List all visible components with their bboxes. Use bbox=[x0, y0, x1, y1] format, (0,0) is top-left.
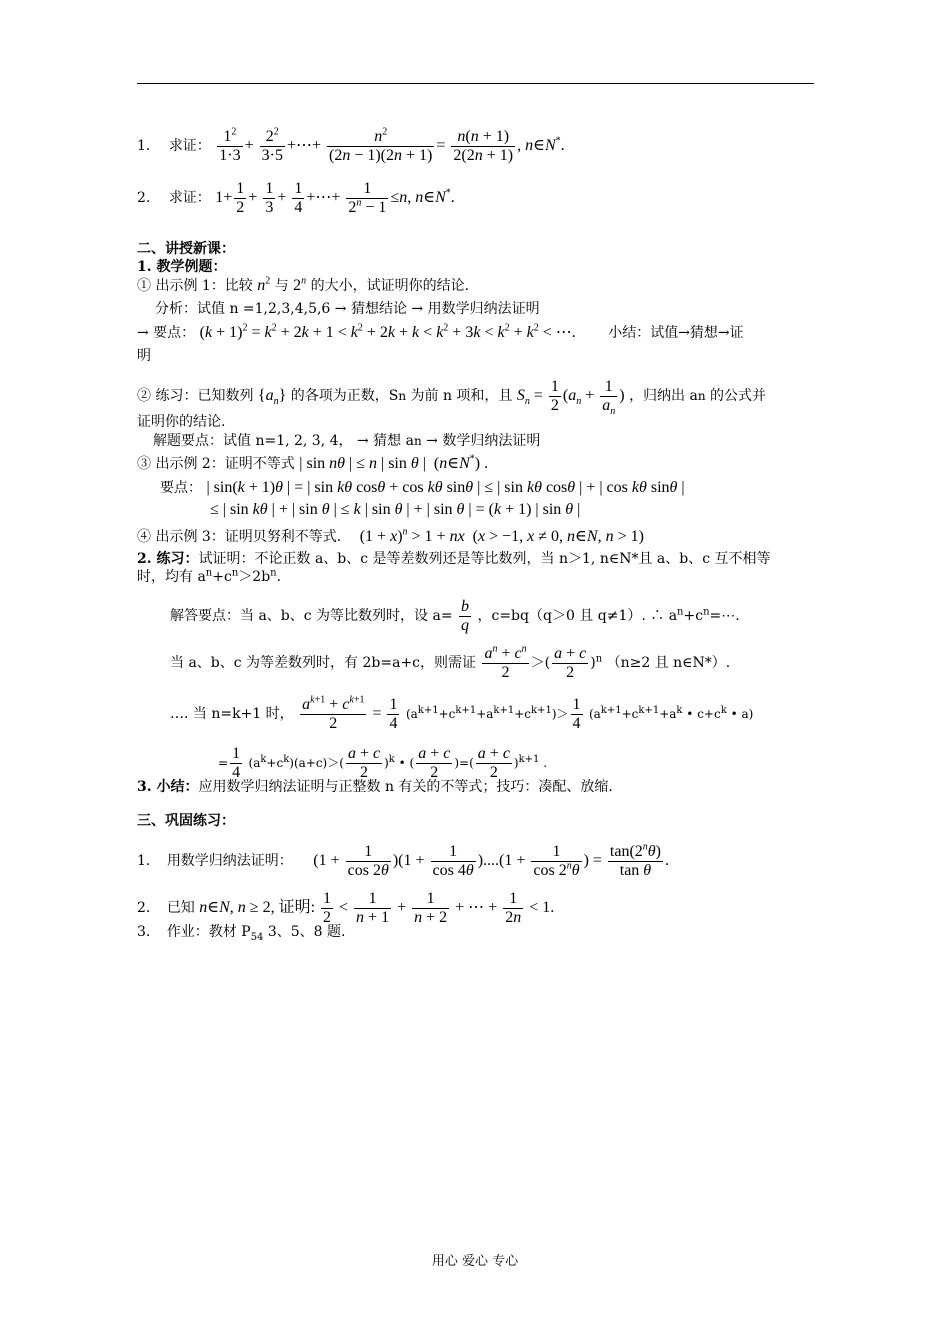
summary-cont: 明 bbox=[137, 348, 151, 364]
answer-1-text: 解答要点：当 a、b、c 为等比数列时，设 a= bbox=[170, 608, 453, 625]
practice-2-cont: 时，均有 $a^n+c^n>2b^n$. bbox=[137, 567, 282, 585]
section-2-title: 二、讲授新课： bbox=[137, 241, 235, 257]
practice-text-1: 练习：已知数列 bbox=[155, 388, 254, 405]
practice-text-3: 为前 n 项和，且 bbox=[410, 388, 513, 405]
consolidate-3-rest: 3、5、8 题. bbox=[263, 924, 346, 940]
practice-2-cont-text: 时，均有 a bbox=[137, 569, 206, 585]
consolidate-1-text: 用数学归纳法证明： bbox=[166, 853, 293, 870]
consolidate-3-sub: 54 bbox=[250, 931, 264, 943]
summary-3 bbox=[137, 778, 613, 796]
answer-2: 当 a、b、c 为等差数列时，有 2b=a+c，则需证 $\frac{a^n + c^n}{2}$ ＞( $\frac{a + c}{2}$ )$^n$ （n≥2 且 n∈N*）. bbox=[170, 643, 731, 681]
practice-marker: ② bbox=[137, 388, 151, 405]
keypoint-line: → 要点： $(k + 1)^2 = k^2 + 2k + 1 < k^2 + 2k + k < k^2 + 3k < k^2 + k^2$ < ⋯. 小结：试值→猜想→证 bbox=[137, 322, 744, 341]
example-2-key-cont: ≤ | sin kθ | + | sin θ | ≤ k | sin θ | + | sin θ | = (k + 1) | sin θ | bbox=[210, 501, 581, 518]
practice-2-label: 2. 练习： bbox=[137, 551, 199, 567]
exercise-1-formula: $\frac{1^2}{1\cdot 3}$ + $\frac{2^2}{3\cdot 5}$ +⋯+ $\frac{n^2}{(2n - 1)(2n + 1)}$ = $\frac{n(n + 1)}{2(2n + 1)}$ , n∈N*. bbox=[219, 126, 565, 164]
practice-2-text: 试证明：不论正数 a、b、c 是等差数列还是等比数列，当 n＞1, n∈N*且 a、b、c 互不相等 bbox=[198, 551, 771, 567]
example-1-after: 的大小，试证明你的结论. bbox=[310, 278, 470, 294]
summary-3-text: 应用数学归纳法证明与正整数 n 有关的不等式；技巧：凑配、放缩. bbox=[198, 779, 613, 795]
exercise-2-prefix: 求证： bbox=[168, 190, 211, 207]
exercise-2-number: 2. bbox=[137, 190, 151, 207]
example-2: ③ 出示例 2：证明不等式 | sin nθ | ≤ n | sin θ | (n∈N*) . bbox=[137, 453, 489, 472]
answer-1: 解答要点：当 a、b、c 为等比数列时，设 a= $\frac{b}{q}$ ，c=bq（q＞0 且 q≠1）. ∴ $a^n+c^n=\cdots$. bbox=[170, 598, 740, 634]
practice-key-text: 解题要点：试值 n=1, 2, 3, 4， → 猜想 a bbox=[153, 433, 414, 449]
section-3-title: 三、巩固练习： bbox=[137, 813, 235, 829]
keypoint-label: → 要点： bbox=[137, 325, 196, 341]
exercise-2 bbox=[137, 180, 455, 217]
practice-key-text-2: → 数学归纳法证明 bbox=[421, 433, 541, 449]
consolidate-2-number: 2. bbox=[137, 900, 151, 917]
summary-3-label: 3. 小结： bbox=[137, 779, 199, 795]
exercise-2-formula: 1+ $\frac{1}{2}$ + $\frac{1}{3}$ + $\frac{1}{4}$ +⋯+ $\frac{1}{2^n - 1}$ ≤n, n∈N*. bbox=[215, 180, 455, 216]
example-2-key-label: 要点： bbox=[160, 480, 202, 496]
answer-2-text: 当 a、b、c 为等差数列时，有 2b=a+c，则需证 bbox=[170, 655, 477, 672]
answer-3-cont: = $\frac{1}{4}$ $(a^k+c^k)(a+c)>$( $\frac{a + c}{2}$ )$^k$ • ( $\frac{a + c}{2}$ )=( $\frac{a + c}{2}$ )$^{k+1}$ . bbox=[218, 745, 548, 781]
practice-text-5: 的公式并 bbox=[710, 388, 767, 405]
consolidate-3-number: 3. bbox=[137, 924, 151, 940]
header-rule bbox=[137, 83, 814, 84]
page-footer: 用心 爱心 专心 bbox=[431, 1254, 519, 1269]
exercise-1-number: 1. bbox=[137, 138, 151, 155]
consolidate-3 bbox=[137, 923, 346, 941]
example-2-marker: ③ bbox=[137, 456, 151, 472]
consolidate-2-text: 已知 bbox=[166, 900, 195, 917]
exercise-1 bbox=[137, 128, 565, 165]
section-2-item-1: 1. 教学例题： bbox=[137, 259, 227, 275]
answer-2-text-b: （n≥2 且 n∈N*）. bbox=[606, 655, 731, 672]
answer-3: …. 当 n=k+1 时， $\frac{a^{k+1} + c^{k+1}}{2}$ = $\frac{1}{4}$ $(a^{k+1}+c^{k+1}+a^{k+1}+c^{k+1})>$ $\frac{1}{4}$ ($a^{k+1}+c^{k+1}+a^k$ • $c+c^k$ • a) bbox=[170, 694, 754, 732]
practice-cont: 证明你的结论. bbox=[137, 414, 226, 430]
example-2-text: 出示例 2：证明不等式 bbox=[155, 456, 295, 472]
practice-text-4: ，归纳出 a bbox=[629, 388, 698, 405]
practice-key: 解题要点：试值 n=1, 2, 3, 4， → 猜想 an → 数学归纳法证明 bbox=[153, 433, 541, 449]
summary-text: 小结：试值→猜想→证 bbox=[608, 325, 744, 341]
answer-3-text: …. 当 n=k+1 时， bbox=[170, 706, 294, 723]
example-1-mid: 与 bbox=[274, 278, 289, 294]
answer-1-text-b: ，c=bq（q＞0 且 q≠1）. ∴ a bbox=[477, 608, 678, 625]
consolidate-3-text: 作业：教材 P bbox=[166, 924, 251, 940]
example-1: ① 出示例 1：比较 $n^2$ 与 2$^n$ 的大小，试证明你的结论. bbox=[137, 275, 470, 294]
consolidate-1-number: 1. bbox=[137, 853, 151, 870]
practice-2 bbox=[137, 550, 771, 568]
example-1-text: 出示例 1：比较 bbox=[155, 278, 253, 294]
example-1-marker: ① bbox=[137, 278, 151, 294]
consolidate-2: 2. 已知 n∈N, n ≥ 2, 证明: $\frac{1}{2}$ < $\frac{1}{n + 1}$ + $\frac{1}{n + 2}$ + ⋯ + $\frac{1}{2n}$ < 1. bbox=[137, 890, 555, 926]
practice-text-2: 的各项为正数，S bbox=[290, 388, 399, 405]
example-3-marker: ④ bbox=[137, 529, 151, 545]
example-2-key: 要点： | sin(k + 1)θ | = | sin kθ cosθ + cos kθ sinθ | ≤ | sin kθ cosθ | + | cos kθ sinθ | bbox=[160, 479, 685, 496]
example-3-text: 出示例 3：证明贝努利不等式. bbox=[155, 529, 342, 545]
example-2-practice: ② 练习：已知数列 $\{a_n\}$ 的各项为正数，Sn 为前 n 项和，且 $S_n$ = $\frac{1}{2}$ ($a_n$ + $\frac{1}{a_n}$ ) ，归纳出 an 的公式并 bbox=[137, 378, 767, 418]
consolidate-1: 1. 用数学归纳法证明： (1 + $\frac{1}{\cos 2\theta}$ )(1 + $\frac{1}{\cos 4\theta}$ )....(1 + $\frac{1}{\cos 2^n\theta}$ ) = $\frac{\tan(2^n\theta)}{\text{tan θ}}$ . bbox=[137, 841, 669, 879]
exercise-1-prefix: 求证： bbox=[168, 138, 211, 155]
example-3: ④ 出示例 3：证明贝努利不等式. $(1 + x)^n > 1$ + nx (x > −1, x ≠ 0, n∈N, n > 1) bbox=[137, 526, 644, 545]
analysis-line: 分析：试值 n =1,2,3,4,5,6 → 猜想结论 → 用数学归纳法证明 bbox=[155, 301, 540, 317]
